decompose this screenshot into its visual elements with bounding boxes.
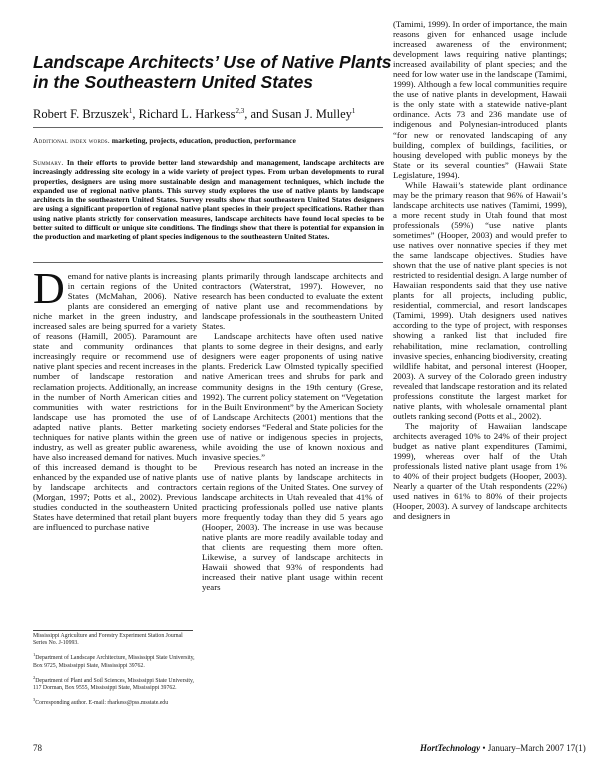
paragraph-text: emand for native plants is increasing in certain regions of the United States (McMahan, 2006). Native plants are considered an emerging niche market in the green industry, and increased sales are being spurred for a variety of reasons (Hamill, 2005). Paramount are state and community ordinances that increasingly require or recommend use of native plant species and recent increases in the number of landscape restoration and reclamation projects. Additionally, an increase in the number of North American cities and communities with water restrictions for landscape use has promoted the use of adapted native plants. Better marketing techniques for native plants within the green industry, as well as greater public awareness, have also increased demand for natives. Much of this increased demand is thought to be enhanced by the expanded use of native plants by landscape architects and contractors (Morgan, 1997; Potts et al., 2002). Previous studies conducted in the southeastern United States have determined that retail plant buyers are influenced to purchase native (33, 271, 198, 533)
drop-cap: D (33, 264, 65, 313)
footnote-text: Corresponding author. E-mail: rharkess@pss.msstate.edu (35, 699, 169, 706)
article-title: Landscape Architects’ Use of Native Plants in the Southeastern United States (33, 52, 392, 92)
author-name: Susan J. Mulley (271, 107, 352, 122)
body-paragraph: The majority of Hawaiian landscape architects averaged 10% to 24% of their project budget as native plant expenditures (Tamimi, 1999), whereas over half of the Utah professionals listed native plant usage from 1% to 40% of their project budgets (Hooper, 2003). Nearly a quarter of the Utah respondents (22%) used natives in 61% to 80% of their projects (Hooper, 2003). A survey of landscape architects and designers in (393, 420, 567, 522)
body-paragraph: plants primarily through landscape architects and contractors (Waterstrat, 1997). However, no research has been conducted to evaluate the extent of native plant use and recommendations by landscape professionals in the southeastern United States. (202, 271, 383, 332)
journal-issue: • January–March 2007 17(1) (480, 743, 586, 753)
summary-heading: Summary. (33, 158, 64, 167)
footnote-text: Department of Landscape Architecture, Mississippi State University, Box 9725, Mississippi State, Mississippi 39762. (33, 655, 195, 669)
journal-footer (420, 743, 586, 753)
summary-text: In their efforts to provide better land stewardship and management, landscape architects are increasingly addressing site ecology in a wide variety of project types. From urban developments to rural properties, designers are using more sustainable design and management techniques, which include the expanded use of regional native plants. This survey study explores the use of native plants by landscape architects in the southeastern United States. Survey results show that southeastern United States designers are using a significant proportion of regional native plant species in their project specifications. Rather than using native plants strictly for conservation measures, landscape architects have found local species to be better suited to difficult or unique site conditions. The findings show that there is potential for expansion in the production and marketing of plant species indigenous to the southeastern United States. (33, 158, 384, 242)
index-words-heading: Additional index words. (33, 136, 110, 145)
header-divider (33, 127, 383, 128)
journal-name: HortTechnology (420, 743, 481, 753)
author-affiliation-mark: 2,3 (235, 107, 245, 115)
footnote (33, 696, 198, 707)
body-paragraph (33, 264, 198, 533)
footnote-divider (33, 630, 193, 631)
footnote-mark: 3 (33, 697, 36, 703)
footnotes (33, 633, 198, 711)
footnote-mark: 2 (33, 674, 36, 680)
body-column-1 (33, 264, 198, 533)
author-affiliation-mark: 1 (351, 107, 356, 115)
index-words (33, 136, 393, 146)
author-list (33, 104, 393, 121)
author-affiliation-mark: 1 (128, 107, 133, 115)
index-words-text: marketing, projects, education, production, performance (111, 136, 296, 145)
footnote-text: Mississippi Agriculture and Forestry Experiment Station Journal Series No. J-10993. (33, 633, 183, 647)
author-name: Richard L. Harkess (138, 107, 236, 122)
footnote-mark: 1 (33, 652, 36, 658)
page-number: 78 (33, 743, 42, 753)
body-paragraph: Landscape architects have often used native plants to some degree in their designs, and early designers were eager proponents of using native plants. Frederick Law Olmsted typically specified native American trees and shrubs for park and community designs in the 19th century (Grese, 1992). The current policy statement on “Vegetation in the Built Environment” by the American Society of Landscape Architects (2001) mentions that the society endorses “Federal and State policies for the use of native or indigenous species in projects, while avoiding the use of known noxious and invasive species.” (202, 331, 383, 462)
author-name: Robert F. Brzuszek (33, 107, 129, 122)
body-column-3 (393, 19, 567, 521)
footnote-text: Department of Plant and Soil Sciences, Mississippi State University, 117 Dorman, Box 9555, Mississippi State, Mississippi 39762. (33, 677, 194, 691)
body-column-2 (202, 271, 383, 593)
body-paragraph: While Hawaii’s statewide plant ordinance may be the primary reason that 96% of Hawaii’s landscape architects use natives (Tamimi, 1999), a more recent study in Utah found that most professionals (59%) “use native plants sometimes” (Hooper, 2003) and would prefer to use natives over nonnative species if they met the same landscape objectives. Studies have shown that the use of native plant species is not restricted to residential design. A large number of Hawaiian respondents said that they use native plants for all projects, including public, residential, commercial, and resort landscapes (Tamimi, 1999). Utah designers used natives according to the type of project, with responses showing a ranked list that included fire rehabilitation, mine reclamation, controlling invasive species, enhancing biodiversity, creating wildlife habitat, and personal interest (Hooper, 2003). A survey of the Colorado green industry revealed that landscape restoration and its related professions constitute the largest market for native plants, with wholesale ornamental plant outlets ranking second (Potts et al., 2002). (393, 179, 567, 421)
author-separator: , and (244, 107, 272, 122)
summary-divider (33, 262, 383, 263)
body-paragraph: (Tamimi, 1999). In order of importance, the main reasons given for enhanced usage include increased awareness of the environment; development laws requiring native plantings; increased availability of plant species; and the need for low water use in the landscape (Tamimi, 1999). Although a few local communities require the use of native plants in development, Hawaii is the only state with a statewide native-plant ordinance. Acts 73 and 236 mandate use of indigenous and Polynesian-introduced plants “for new or renovated landscaping of any building, complex of buildings, facilities, or housing developed with public moneys by the State or its several counties” (Hawaii State Legislature, 1994). (393, 19, 567, 180)
author-separator: , (132, 107, 139, 122)
abstract-summary (33, 158, 384, 242)
body-paragraph: Previous research has noted an increase in the use of native plants by landscape architects in certain regions of the United States. One survey of landscape architects in Utah revealed that 41% of practicing professionals polled use native plants more frequently today than they did 5 years ago (Hooper, 2003). The increase in use was because native plants are more readily available today and that clients are requesting them more often. Likewise, a survey of landscape architects in Hawaii showed that 93% of respondents had increased their native plant usage within recent years (202, 461, 383, 593)
footnote (33, 633, 198, 647)
footnote (33, 651, 198, 669)
footnote (33, 674, 198, 692)
